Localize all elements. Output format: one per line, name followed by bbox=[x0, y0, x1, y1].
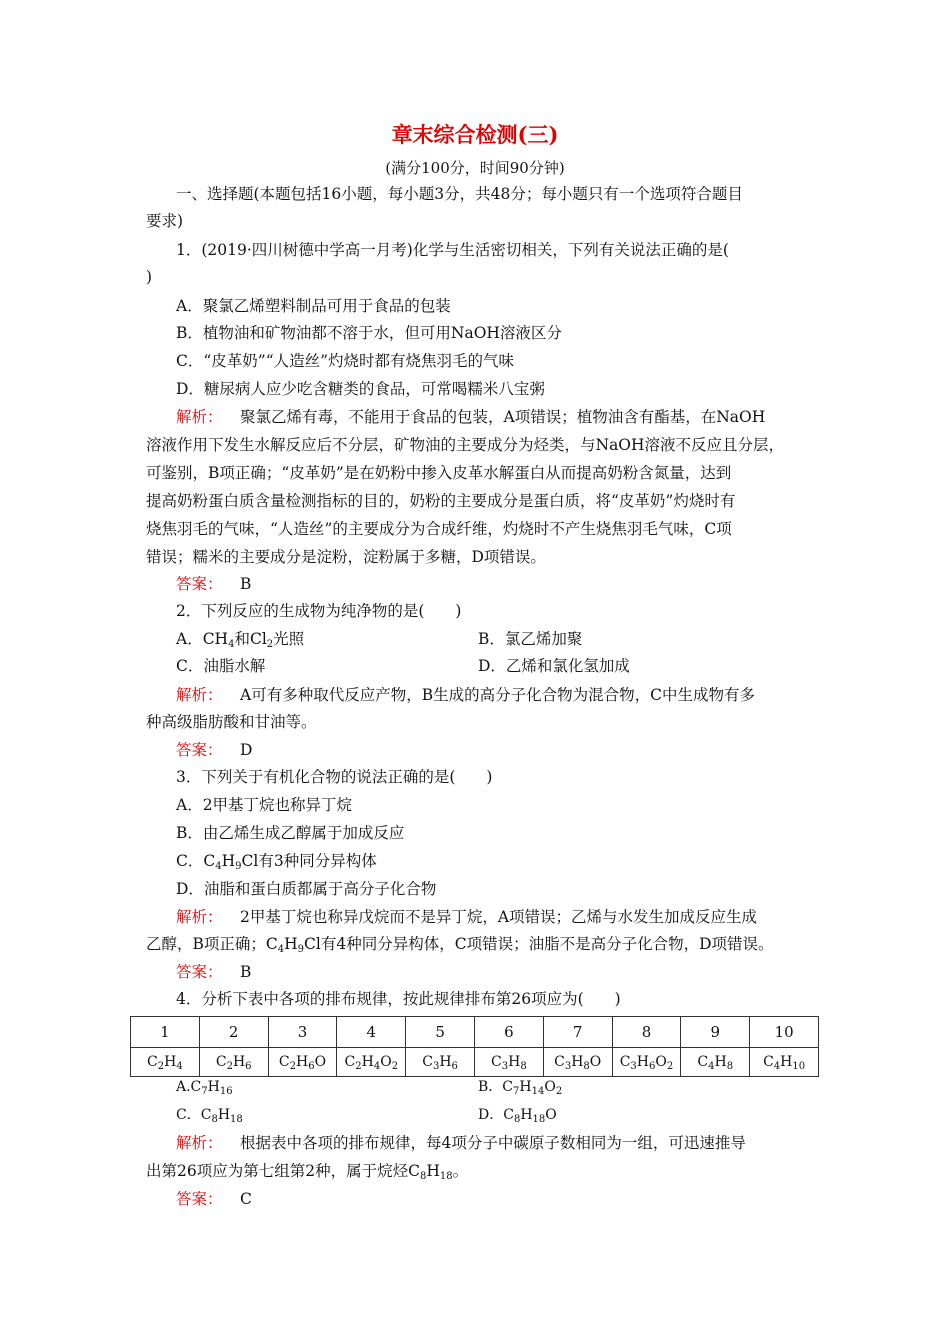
table-cell: $C_4H_8$ bbox=[681, 1048, 750, 1077]
analysis-label: 解析： bbox=[176, 686, 223, 704]
q2-option-b: B．氯乙烯加聚 bbox=[478, 630, 583, 648]
analysis-label: 解析： bbox=[176, 408, 223, 426]
q1-analysis bbox=[176, 407, 765, 427]
analysis-label: 解析： bbox=[176, 908, 223, 926]
q2-stem: 2．下列反应的生成物为纯净物的是( ) bbox=[176, 602, 462, 620]
q1-option-b: B．植物油和矿物油都不溶于水，但可用NaOH溶液区分 bbox=[176, 324, 562, 342]
answer-label: 答案： bbox=[176, 1190, 223, 1208]
q2-option-d: D．乙烯和氯化氢加成 bbox=[478, 657, 630, 675]
q2-analysis-text: A可有多种取代反应产物，B生成的高分子化合物为混合物，C中生成物有多 bbox=[240, 686, 755, 704]
q1-stem: 1．(2019·四川树德中学高一月考)化学与生活密切相关，下列有关说法正确的是( bbox=[176, 241, 729, 259]
q4-answer bbox=[176, 1189, 252, 1209]
table-header-cell: 2 bbox=[199, 1017, 268, 1048]
q4-stem: 4．分析下表中各项的排布规律，按此规律排布第26项应为( ) bbox=[176, 990, 621, 1008]
section-heading: 一、选择题(本题包括16小题，每小题3分，共48分；每小题只有一个选项符合题目 bbox=[176, 185, 743, 203]
q3-option-d: D．油脂和蛋白质都属于高分子化合物 bbox=[176, 880, 437, 898]
table-header-cell: 9 bbox=[681, 1017, 750, 1048]
answer-label: 答案： bbox=[176, 741, 223, 759]
q1-answer-value: B bbox=[240, 575, 252, 593]
answer-label: 答案： bbox=[176, 575, 223, 593]
table-cell: $C_4H_{10}$ bbox=[750, 1048, 819, 1077]
q2-answer bbox=[176, 740, 252, 760]
table-cell: $C_2H_4O_2$ bbox=[337, 1048, 406, 1077]
section-heading-cont: 要求) bbox=[146, 212, 184, 230]
q3-answer-value: B bbox=[240, 963, 252, 981]
q1-analysis-line5: 烧焦羽毛的气味，“人造丝”的主要成分为合成纤维，灼烧时不产生烧焦羽毛气味，C项 bbox=[146, 520, 732, 538]
q4-option-c: C．$C_8H_{18}$ bbox=[176, 1107, 243, 1125]
table-cell: $C_2H_4$ bbox=[131, 1048, 200, 1077]
q4-analysis bbox=[176, 1133, 746, 1153]
table-cell: $C_3H_6O_2$ bbox=[612, 1048, 681, 1077]
table-cell: $C_3H_8$ bbox=[474, 1048, 543, 1077]
q2-analysis bbox=[176, 685, 755, 705]
q1-analysis-line4: 提高奶粉蛋白质含量检测指标的目的，奶粉的主要成分是蛋白质，将“皮革奶”灼烧时有 bbox=[146, 492, 736, 510]
page-title: 章末综合检测(三) bbox=[391, 122, 559, 147]
q4-analysis-line2: 出第26项应为第七组第2种，属于烷烃$C_8H_{18}$。 bbox=[146, 1162, 469, 1182]
q3-answer bbox=[176, 962, 251, 982]
q1-analysis-line3: 可鉴别，B项正确；“皮革奶”是在奶粉中掺入皮革水解蛋白从而提高奶粉含氮量，达到 bbox=[146, 464, 732, 482]
sequence-table bbox=[130, 1016, 819, 1077]
q4-option-d: D．$C_8H_{18}O$ bbox=[478, 1107, 557, 1125]
table-header-cell: 7 bbox=[543, 1017, 612, 1048]
q4-option-a: $A.C_7H_{16}$ bbox=[176, 1079, 233, 1097]
q1-stem-cont: ) bbox=[146, 268, 153, 286]
table-header-cell: 6 bbox=[474, 1017, 543, 1048]
q2-option-a: A．$CH_4$和$Cl_2$光照 bbox=[176, 630, 305, 650]
table-header-cell: 1 bbox=[131, 1017, 200, 1048]
q3-option-c: C．$C_4H_9Cl$有3种同分异构体 bbox=[176, 852, 377, 872]
q2-option-c: C．油脂水解 bbox=[176, 657, 266, 675]
table-header-cell: 4 bbox=[337, 1017, 406, 1048]
q4-analysis-text: 根据表中各项的排布规律，每4项分子中碳原子数相同为一组，可迅速推导 bbox=[240, 1134, 746, 1152]
q1-analysis-line6: 错误；糯米的主要成分是淀粉，淀粉属于多糖，D项错误。 bbox=[146, 548, 546, 566]
q3-stem: 3．下列关于有机化合物的说法正确的是( ) bbox=[176, 768, 493, 786]
q3-analysis-line2: 乙醇，B项正确；$C_4H_9Cl$有4种同分异构体，C项错误；油脂不是高分子化合物，D项错误。 bbox=[146, 935, 774, 955]
table-cell: $C_2H_6$ bbox=[199, 1048, 268, 1077]
q1-option-d: D．糖尿病人应少吃含糖类的食品，可常喝糯米八宝粥 bbox=[176, 380, 545, 398]
q3-analysis bbox=[176, 907, 757, 927]
table-row bbox=[131, 1048, 819, 1077]
table-cell: $C_3H_6$ bbox=[406, 1048, 475, 1077]
table-cell: $C_3H_8O$ bbox=[543, 1048, 612, 1077]
q4-answer-value: C bbox=[240, 1190, 252, 1208]
table-header-cell: 3 bbox=[268, 1017, 337, 1048]
page-subtitle: (满分100分，时间90分钟) bbox=[385, 159, 565, 177]
answer-label: 答案： bbox=[176, 963, 223, 981]
table-header-cell: 5 bbox=[406, 1017, 475, 1048]
table-header-cell: 10 bbox=[750, 1017, 819, 1048]
q4-option-b: B．$C_7H_{14}O_2$ bbox=[478, 1079, 563, 1097]
q1-answer bbox=[176, 574, 251, 594]
q1-option-a: A．聚氯乙烯塑料制品可用于食品的包装 bbox=[176, 297, 451, 315]
table-header-row bbox=[131, 1017, 819, 1048]
q3-analysis-text: 2甲基丁烷也称异戊烷而不是异丁烷，A项错误；乙烯与水发生加成反应生成 bbox=[240, 908, 758, 926]
q3-option-a: A．2甲基丁烷也称异丁烷 bbox=[176, 796, 353, 814]
table-header-cell: 8 bbox=[612, 1017, 681, 1048]
q1-option-c: C．“皮革奶”“人造丝”灼烧时都有烧焦羽毛的气味 bbox=[176, 352, 515, 370]
q3-option-b: B．由乙烯生成乙醇属于加成反应 bbox=[176, 824, 405, 842]
analysis-label: 解析： bbox=[176, 1134, 223, 1152]
q2-analysis-line2: 种高级脂肪酸和甘油等。 bbox=[146, 713, 317, 731]
q1-analysis-text: 聚氯乙烯有毒，不能用于食品的包装，A项错误；植物油含有酯基，在NaOH bbox=[240, 408, 766, 426]
table-cell: $C_2H_6O$ bbox=[268, 1048, 337, 1077]
q2-answer-value: D bbox=[240, 741, 253, 759]
q1-analysis-line2: 溶液作用下发生水解反应后不分层，矿物油的主要成分为烃类，与NaOH溶液不反应且分层， bbox=[146, 436, 785, 454]
